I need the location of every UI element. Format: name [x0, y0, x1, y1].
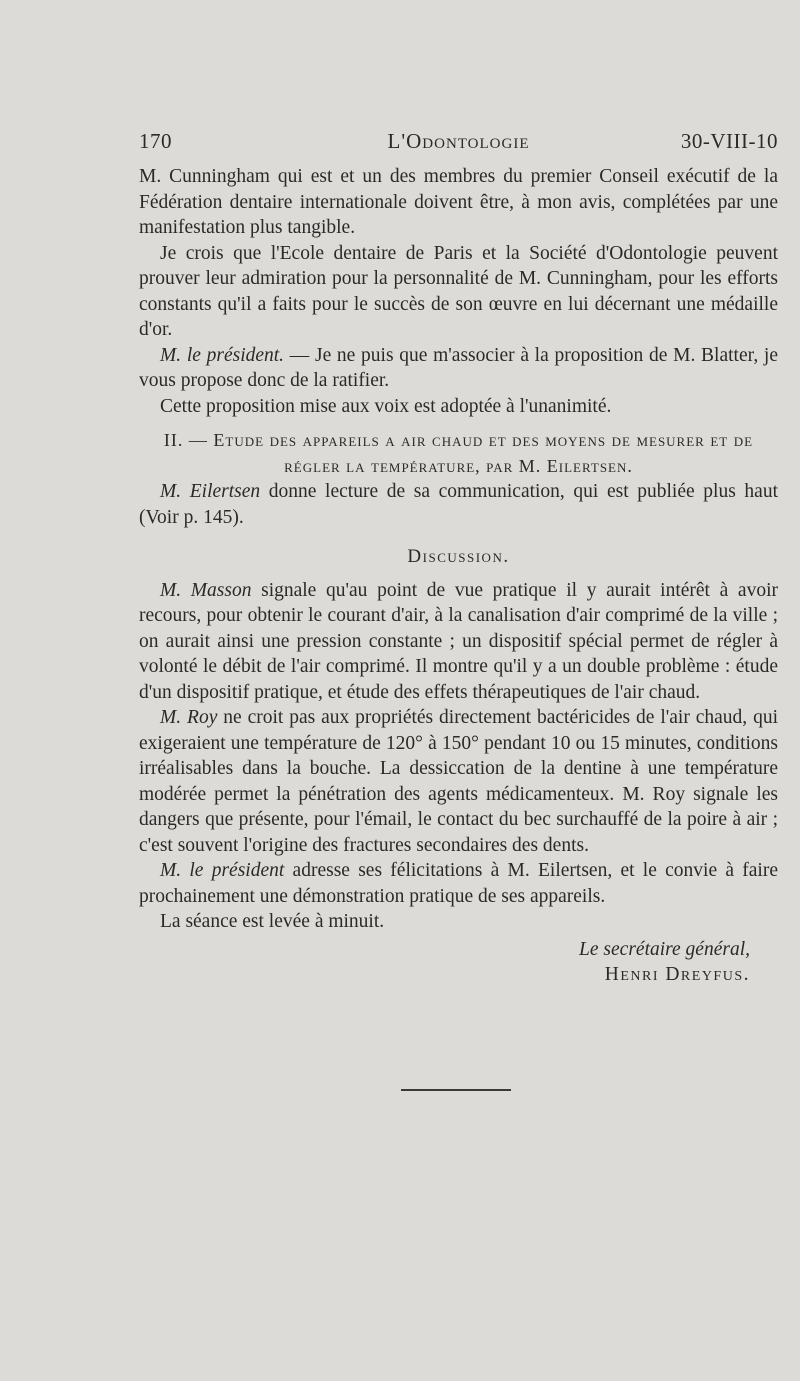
- issue-date: 30-VIII-10: [680, 129, 778, 153]
- journal-title: L'Odontologie: [387, 129, 530, 153]
- speaker-text: adresse ses félicitations à M. Eilertsen, et le convie à faire prochainement une démonstration pratique de ses appareils.: [139, 860, 778, 907]
- paragraph: [139, 343, 778, 394]
- paragraph: [139, 479, 778, 530]
- paragraph: La séance est levée à minuit.: [160, 911, 385, 932]
- section-heading: II. — Etude des appareils a air chaud et des moyens de mesurer et de régler la température, par M. Eilertsen.: [163, 430, 754, 476]
- paragraph: M. Cunningham qui est et un des membres du premier Conseil exécutif de la Fédération dentaire internationale doivent être, à mon avis, complétées par une manifestation plus tangible.: [139, 166, 778, 238]
- discussion-heading: Discussion.: [407, 546, 510, 567]
- page-number: 170: [139, 129, 172, 153]
- signature-name: Henri Dreyfus.: [604, 964, 750, 985]
- paragraph: Je crois que l'Ecole dentaire de Paris et la Société d'Odontologie peuvent prouver leur admiration pour la personnalité de M. Cunningham, pour les efforts constants qu'il a faits pour le succès de son œuvre en lui décernant une médaille d'or.: [139, 242, 778, 340]
- speaker-text: donne lecture de sa communication, qui est publiée plus haut (Voir p. 145).: [139, 481, 778, 528]
- article-body: [139, 164, 778, 988]
- speaker-name: M. le président.: [160, 344, 285, 366]
- signature-block: [139, 937, 778, 988]
- end-rule: [401, 1089, 511, 1091]
- speaker-name: M. Eilertsen: [160, 481, 261, 502]
- speaker-name: M. Roy: [160, 707, 218, 728]
- speaker-name: M. le président: [160, 860, 285, 881]
- speaker-text: signale qu'au point de vue pratique il y aurait intérêt à avoir recours, pour obtenir le courant d'air, à la canalisation d'air comprimé de la ville ; on aurait ainsi une pression constante ; un dispositif spécial permet de régler à volonté le débit de l'air comprimé. Il montre qu'il y a un double problème : étude d'un dispositif pratique, et étude des effets thérapeutiques de l'air chaud.: [139, 579, 778, 703]
- paragraph: [139, 578, 778, 706]
- paragraph: [139, 858, 778, 909]
- speaker-text: — Je ne puis que m'associer à la proposition de M. Blatter, je vous propose donc de la ratifier.: [139, 344, 778, 391]
- paragraph: Cette proposition mise aux voix est adoptée à l'unanimité.: [160, 395, 612, 417]
- speaker-text: ne croit pas aux propriétés directement bactéricides de l'air chaud, qui exigeraient une température de 120° à 150° pendant 10 ou 15 minutes, conditions irréalisables dans la bouche. La dessiccation de la dentine à une température modérée permet la pénétration des agents médicamenteux. M. Roy signale les dangers que présente, pour l'émail, le contact du bec surchauffé de la poire à air ; c'est souvent l'origine des fractures secondaires des dents.: [139, 707, 778, 856]
- paragraph: [139, 705, 778, 858]
- running-head: [139, 129, 778, 157]
- signature-title: Le secrétaire général,: [579, 938, 750, 960]
- speaker-name: M. Masson: [160, 579, 252, 601]
